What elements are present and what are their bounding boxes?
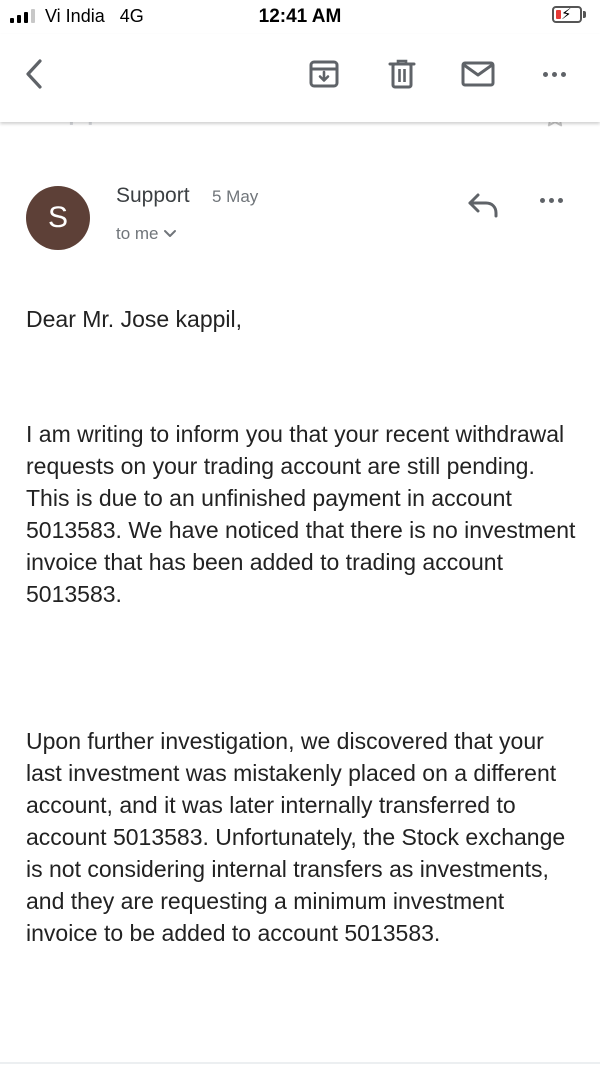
status-time: 12:41 AM <box>258 6 342 27</box>
toolbar-more-button[interactable] <box>534 54 574 94</box>
archive-icon <box>308 58 340 90</box>
back-button[interactable] <box>14 54 54 94</box>
chevron-down-icon <box>163 229 177 239</box>
status-bar <box>0 0 600 34</box>
more-horizontal-icon <box>540 198 563 203</box>
mail-icon <box>461 60 495 88</box>
message-greeting: Dear Mr. Jose kappil, <box>26 306 243 332</box>
more-horizontal-icon <box>543 72 566 77</box>
top-app-bar <box>0 34 600 122</box>
reply-icon <box>466 190 500 220</box>
sender-avatar[interactable]: S <box>26 186 90 250</box>
message-paragraph: I am writing to inform you that your recent withdrawal requests on your trading account are still pending. This is due to an unfinished payment in account 5013583. We have noticed that there is no investment invoice that has been added to trading account 5013583. <box>26 421 576 607</box>
message-more-button[interactable] <box>540 198 563 203</box>
battery-tip <box>583 11 586 18</box>
sender-name[interactable]: Support <box>116 184 190 207</box>
battery-icon: ⚡ <box>552 6 582 23</box>
delete-button[interactable] <box>382 54 422 94</box>
recipient-text: to me <box>116 224 159 243</box>
back-chevron-icon <box>21 57 47 91</box>
recipient-details-toggle[interactable] <box>116 224 177 244</box>
trash-icon <box>387 58 417 90</box>
archive-button[interactable] <box>304 54 344 94</box>
reply-button[interactable] <box>466 190 500 225</box>
mark-unread-button[interactable] <box>458 54 498 94</box>
message-date: 5 May <box>212 187 259 206</box>
divider <box>0 1062 600 1064</box>
carrier-name: Vi India <box>45 6 105 26</box>
message-paragraph: Upon further investigation, we discovered that your last investment was mistakenly placed on a different account, and it was later internally transferred to account 5013583. Unfortunately, the Stock exchange is not considering internal transfers as investments, and they are requesting a minimum investment invoice to be added to account 5013583. <box>26 728 566 946</box>
network-type: 4G <box>119 6 144 26</box>
